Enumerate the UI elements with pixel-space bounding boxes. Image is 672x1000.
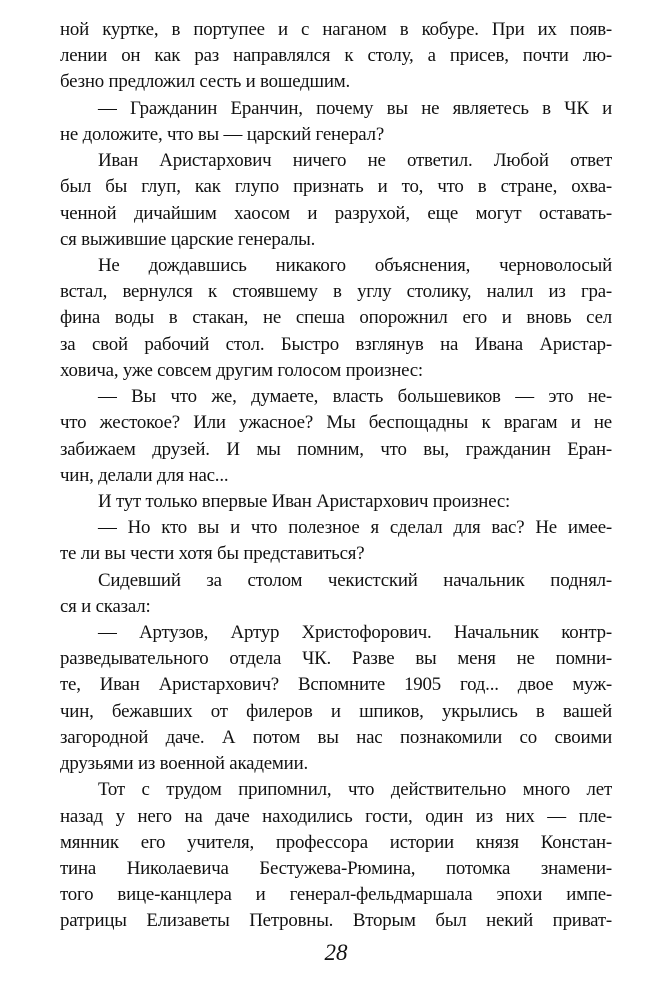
text-line: Иван Аристархович ничего не ответил. Любой ответ (98, 150, 612, 172)
text-line: Сидевший за столом чекистский начальник поднял- (98, 569, 612, 591)
text-line: встал, вернулся к стоявшему в углу столику, налил из гра- (60, 281, 612, 303)
text-line: ченной дичайшим хаосом и разрухой, еще могут оставать- (60, 202, 612, 224)
text-line: безно предложил сесть и вошедшим. (60, 71, 351, 93)
page-number: 28 (324, 940, 348, 965)
text-line: ховича, уже совсем другим голосом произнес: (60, 359, 423, 381)
text-line: был бы глуп, как глупо признать и то, что в стране, охва- (60, 176, 612, 198)
text-line: И тут только впервые Иван Аристархович произнес: (98, 490, 511, 512)
text-line: забижаем друзей. И мы помним, что вы, гражданин Еран- (60, 438, 612, 460)
text-line: что жестокое? Или ужасное? Мы беспощадны к врагам и не (60, 412, 612, 434)
text-line: мянник его учителя, профессора истории князя Констан- (60, 831, 612, 853)
text-line: ся выжившие царские генералы. (60, 228, 316, 250)
text-line: — Гражданин Еранчин, почему вы не являетесь в ЧК и (98, 97, 612, 119)
text-line: тина Николаевича Бестужева-Рюмина, потомка знамени- (60, 858, 612, 879)
text-line: — Вы что же, думаете, власть большевиков — это не- (98, 386, 612, 408)
text-line: чин, делали для нас... (60, 464, 229, 486)
text-line: те, Иван Аристархович? Вспомните 1905 год... двое муж- (60, 674, 612, 696)
text-line: того вице-канцлера и генерал-фельдмаршала эпохи импе- (60, 884, 612, 906)
text-line: друзьями из военной академии. (60, 753, 308, 775)
text-line: Не дождавшись никакого объяснения, черноволосый (98, 254, 612, 276)
text-line: за свой рабочий стол. Быстро взглянув на Ивана Аристар- (60, 333, 612, 355)
text-line: разведывательного отдела ЧК. Разве вы меня не помни- (60, 648, 612, 670)
text-line: чин, бежавших от филеров и шпиков, укрылись в вашей (60, 700, 612, 722)
text-line: Тот с трудом припомнил, что действительно много лет (98, 779, 612, 801)
book-page-text (60, 17, 612, 935)
text-line: ся и сказал: (60, 595, 151, 617)
text-line: лении он как раз направлялся к столу, а присев, почти лю- (60, 45, 612, 67)
text-line: загородной даче. А потом вы нас познакомили со своими (60, 726, 612, 748)
text-line: не доложите, что вы — царский генерал? (60, 123, 385, 145)
text-line: ной куртке, в портупее и с наганом в кобуре. При их появ- (60, 19, 612, 40)
text-line: фина воды в стакан, не спеша опорожнил его и вновь сел (60, 307, 612, 329)
text-line: — Артузов, Артур Христофорович. Начальник контр- (98, 622, 612, 644)
text-line: ратрицы Елизаветы Петровны. Вторым был некий приват- (60, 910, 612, 932)
text-line: назад у него на даче находились гости, один из них — пле- (60, 805, 612, 827)
text-line: — Но кто вы и что полезное я сделал для вас? Не имее- (98, 517, 612, 539)
text-line: те ли вы чести хотя бы представиться? (60, 543, 365, 565)
